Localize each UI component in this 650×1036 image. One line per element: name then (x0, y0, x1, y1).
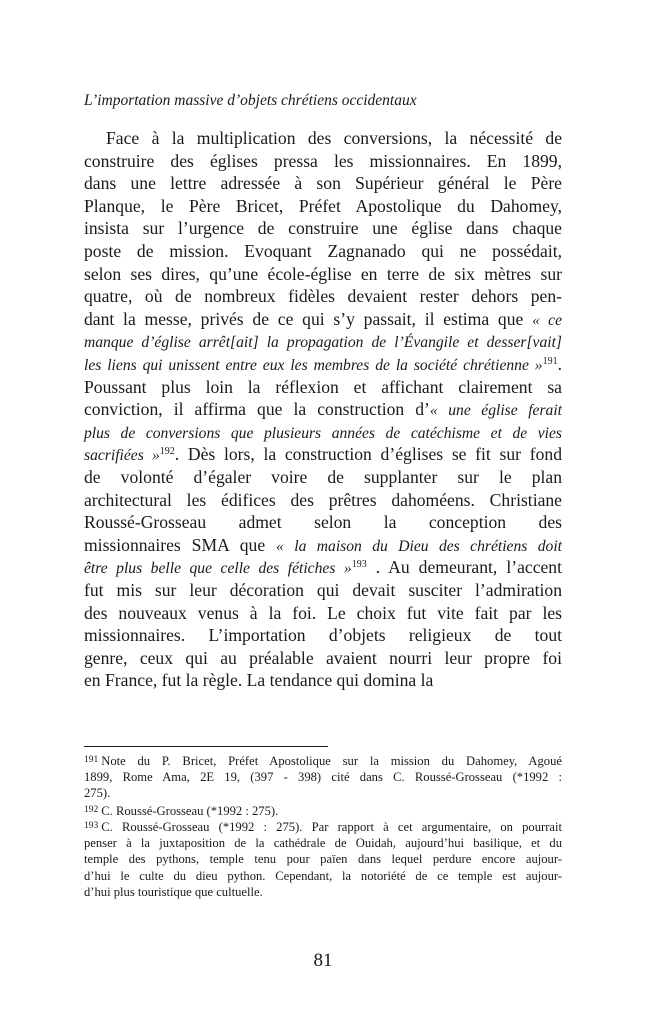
footnote-text: d’hui le culte du dieu python. Cependant, la notoriété de ce temple est aujour- (84, 868, 562, 883)
footnote-line (84, 752, 562, 769)
body-text-span: Face à la multiplication des conversions, la nécessité de (106, 128, 562, 148)
body-line (84, 647, 562, 670)
footnote-number: 193 (84, 821, 99, 831)
footnote-line (84, 802, 562, 819)
body-text-span: construire des églises pressa les missionnaires. En 1899, (84, 150, 562, 171)
body-text-span: conviction, il affirma que la construction d’ (84, 399, 430, 420)
body-line (84, 308, 562, 331)
body-line (84, 466, 562, 489)
footnote-text: Note du P. Bricet, Préfet Apostolique sur la mission du Dahomey, Agoué (101, 754, 562, 768)
body-line (84, 353, 562, 376)
body-line (84, 217, 562, 240)
footnote-ref: 193 (351, 559, 367, 571)
footnote-ref: 191 (542, 356, 558, 367)
body-text-span: selon ses dires, qu’une école-église en terre de six mètres sur (84, 263, 562, 284)
body-line (84, 534, 562, 557)
footnote-line (84, 851, 562, 868)
body-line (84, 398, 562, 421)
body-text-span: quatre, où de nombreux fidèles devaient rester dehors pen- (84, 286, 562, 307)
footnote-text: C. Roussé-Grosseau (*1992 : 275). (101, 803, 279, 818)
body-line (84, 421, 562, 444)
footnote-text: penser à la juxtaposition de la cathédrale de Ouidah, aujourd’hui basilique, et du (84, 835, 562, 850)
body-text-span: insista sur l’urgence de construire une église dans chaque (84, 218, 562, 239)
quote-text: les liens qui unissent entre eux les membres de la société chrétienne » (84, 357, 543, 374)
body-line (84, 127, 562, 150)
body-line (84, 240, 562, 263)
footnote-text: temple des pythons, temple tenu pour païen dans lequel perdure encore aujour- (84, 852, 562, 866)
body-text-span: architectural les édifices des prêtres dahoméens. Christiane (84, 489, 562, 510)
body-text-span: Planque, le Père Bricet, Préfet Apostolique du Dahomey, (84, 195, 562, 216)
quote-text: plus de conversions que plusieurs années de catéchisme et de vies (84, 424, 562, 442)
body-line (84, 195, 562, 218)
footnote-line (84, 835, 562, 852)
footnote-text: 1899, Rome Ama, 2E 19, (397 - 398) cité dans C. Roussé-Grosseau (*1992 : (84, 769, 562, 784)
body-text-span: en France, fut la règle. La tendance qui domina la (84, 670, 434, 691)
body-text-span: des nouveaux venus à la foi. Le choix fut vite fait par les (84, 602, 562, 623)
body-line (84, 511, 562, 534)
footnote-line (84, 785, 562, 802)
quote-text: « la maison du Dieu des chrétiens doit (276, 537, 562, 555)
body-line (84, 669, 562, 692)
body-line (84, 443, 562, 466)
footnote-ref: 192 (159, 446, 175, 458)
footnote-text: d’hui plus touristique que cultuelle. (84, 885, 263, 899)
footnote-line (84, 769, 562, 786)
quote-text: être plus belle que celle des fétiches » (84, 560, 352, 578)
footnote-number: 192 (84, 804, 99, 815)
body-text-span: Poussant plus loin la réflexion et affichant clairement sa (84, 376, 562, 397)
quote-text: manque d’église arrêt[ait] la propagation de l’Évangile et desser[vait] (84, 334, 562, 352)
quote-text: sacrifiées » (84, 447, 160, 465)
body-line (84, 330, 562, 353)
body-text-span: . Au demeurant, l’accent (366, 557, 562, 578)
body-line (84, 556, 562, 579)
footnote-line (84, 868, 562, 885)
body-text-span: Roussé-Grosseau admet selon la conception des (84, 512, 562, 533)
body-text-span: fut mis sur leur décoration qui devait susciter l’admiration (84, 580, 562, 600)
footnote-text: C. Roussé-Grosseau (*1992 : 275). Par rapport à cet argumentaire, on pourrait (101, 820, 562, 834)
body-text-span: genre, ceux qui au préalable avaient nourri leur propre foi (84, 647, 562, 668)
body-line (84, 376, 562, 399)
body-text-span: de volonté d’égaler voire de supplanter sur le plan (84, 467, 562, 487)
body-text-span: dans une lettre adressée à son Supérieur général le Père (84, 173, 562, 194)
body-line (84, 602, 562, 625)
section-title: L’importation massive d’objets chrétiens occidentaux (84, 92, 417, 109)
page-number: 81 (313, 950, 333, 971)
body-line (84, 150, 562, 173)
footnote-text: 275). (84, 786, 111, 800)
body-text-span: missionnaires SMA que (84, 534, 277, 555)
body-text-span: missionnaires. L’importation d’objets religieux de tout (84, 625, 562, 646)
body-text-span: dant la messe, privés de ce qui s’y passait, il estima que (84, 308, 533, 329)
footnote-number: 191 (84, 755, 99, 765)
body-line (84, 489, 562, 512)
quote-text: « une église ferait (429, 402, 562, 420)
body-line (84, 172, 562, 195)
quote-text: « ce (532, 311, 562, 329)
body-line (84, 285, 562, 308)
body-text-span: . Dès lors, la construction d’églises se fit sur fond (174, 444, 562, 465)
body-line (84, 263, 562, 286)
body-text-span: . (557, 354, 562, 374)
footnote-line (84, 884, 562, 901)
footnote-separator (84, 746, 328, 747)
body-line (84, 624, 562, 647)
body-line (84, 579, 562, 602)
footnote-line (84, 818, 562, 835)
body-text-span: poste de mission. Evoquant Zagnanado qui ne possédait, (84, 241, 562, 261)
